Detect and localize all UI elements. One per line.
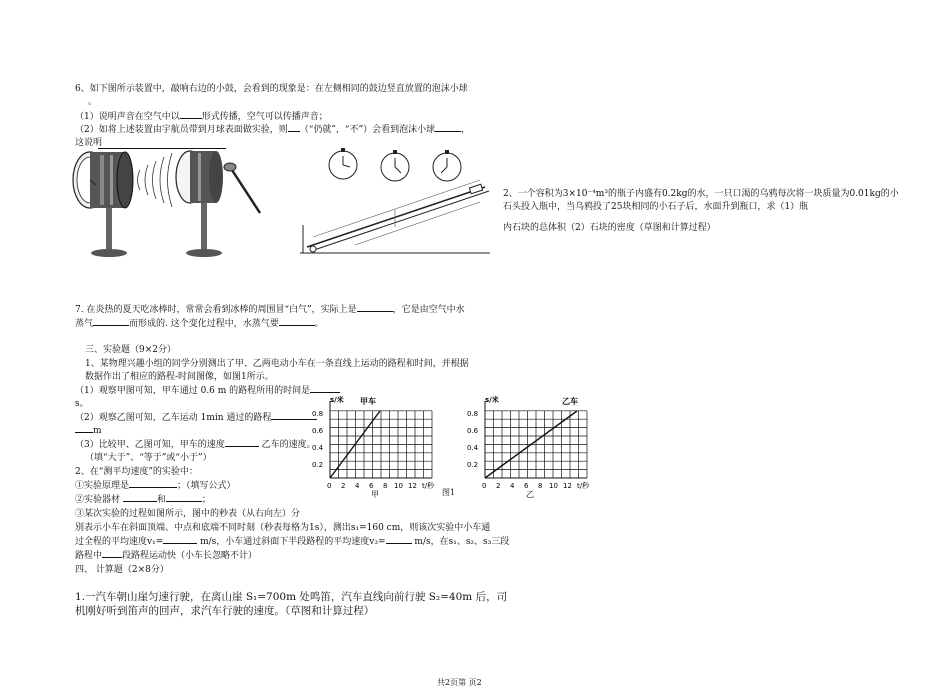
graph-jia-xtick: 0	[327, 482, 332, 490]
stopwatch-icon	[433, 150, 461, 181]
graph-jia-title: 甲车	[360, 397, 376, 406]
sec3-s1b: s。	[75, 399, 89, 409]
graph-jia-xtick: 4	[355, 482, 360, 490]
graph-jia-xtick: 12	[408, 482, 417, 490]
sec3-q2c: ③某次实验的过程如图所示，图中的秒表（从右向左）分	[75, 509, 301, 519]
q2-right-line3: 内石块的总体积（2）石块的密度（草图和计算过程）	[503, 223, 716, 233]
q6-line4: 这说明	[75, 138, 103, 148]
graph-jia-xtick: 8	[383, 482, 388, 490]
sec4-q1a: 1.一汽车朝山崖匀速行驶，在离山崖 S₁=700m 处鸣笛，汽车直线向前行驶 S₂=40m 后，司	[75, 591, 508, 603]
sec3-s3c: （填“大于”、“等于”或“小于”）	[85, 453, 212, 463]
sec3-heading: 三、实验题（9×2分）	[85, 345, 176, 355]
q2-right-line1: 2、一个容积为3×10⁻⁴m³的瓶子内盛有0.2kg的水，一只口渴的乌鸦每次将一块质量为0.01kg的小	[503, 189, 899, 199]
graph-yi	[465, 393, 600, 498]
sec3-q2: 2、在“测平均速度”的实验中：	[75, 467, 198, 477]
sec3-q2e: 过全程的平均速度v₁= m/s，小车通过斜面下半段路程的平均速度v₃= m/s，在s₁、s₂、s₃三段	[75, 537, 510, 547]
graph-yi-xtick: 0	[482, 482, 487, 490]
figure-label: 图1	[442, 488, 456, 497]
sec3-s2: （2）观察乙图可知，乙车运动 1min 通过的路程	[75, 412, 317, 424]
q6-line1: 6、如下图所示装置中，敲响右边的小鼓，会看到的现象是：在左侧相同的鼓边竖直放置的泡沫小球	[75, 84, 468, 94]
graph-jia-xtick: 10	[394, 482, 403, 490]
graph-jia	[310, 393, 440, 498]
sec3-p1a: 1、某物理兴趣小组的同学分别测出了甲、乙两电动小车在一条直线上运动的路程和时间，并根据	[85, 359, 469, 369]
stopwatch-icon	[329, 148, 357, 179]
graph-jia-caption: 甲	[371, 490, 379, 498]
sec3-q2b: ②实验器材 和 ；	[75, 495, 211, 505]
sec4-heading: 四、 计算题（2×8分）	[75, 565, 169, 575]
q6-line3: （2）如将上述装置由宇航员带到月球表面做实验，则 （“仍就”，“不”）会看到泡沫小球 ，	[75, 125, 471, 135]
sec3-q2d: 别表示小车在斜面顶端、中点和底端不同时刻（秒表每格为1s），测出s₁=160 cm，则该次实验中小车通	[75, 523, 491, 533]
graph-jia-ylabel: s/米	[330, 396, 344, 404]
graph-yi-xtick: 12	[563, 482, 572, 490]
drum-apparatus-figure	[70, 145, 270, 265]
stopwatch-icon	[381, 150, 409, 181]
sec3-q2a: ①实验原理是 ；（填写公式）	[75, 481, 236, 491]
graph-jia-xlabel: t/秒	[422, 482, 435, 490]
graph-yi-ytick: 0.2	[467, 461, 479, 469]
graph-jia-ytick: 0.6	[312, 427, 324, 435]
sec3-p1b: 数据作出了相应的路程-时间图像，如图1所示。	[85, 372, 274, 382]
sec3-q2f: 路程中 段路程运动快（小车长忽略不计）	[75, 551, 258, 561]
graph-yi-ytick: 0.4	[467, 444, 479, 452]
sec3-s2b: m	[75, 425, 102, 437]
graph-jia-xtick: 6	[369, 482, 374, 490]
q7-line2: 蒸气 而形成的. 这个变化过程中，水蒸气要 。	[75, 319, 324, 329]
incline-stopwatch-figure	[295, 145, 495, 260]
graph-yi-xlabel: t/秒	[577, 482, 590, 490]
graph-yi-ytick: 0.8	[467, 410, 479, 418]
q2-right-line2: 石头投入瓶中，当乌鸦投了25块相同的小石子后，水面升到瓶口，求（1）瓶	[503, 202, 809, 212]
sec4-q1b: 机刚好听到笛声的回声，求汽车行驶的速度。（草图和计算过程）	[75, 605, 375, 617]
graph-yi-ylabel: s/米	[485, 396, 499, 404]
graph-jia-xtick: 2	[341, 482, 346, 490]
graph-yi-xtick: 2	[496, 482, 501, 490]
graph-yi-xtick: 10	[549, 482, 558, 490]
graph-jia-ytick: 0.2	[312, 461, 324, 469]
page-footer: 共2页第 页2	[437, 678, 482, 687]
sec3-s3: （3）比较甲、乙图可知，甲车的速度 乙车的速度。	[75, 440, 316, 450]
graph-jia-ytick: 0.4	[312, 444, 324, 452]
q6-line1b: 。	[88, 97, 98, 107]
q6-line2: （1）说明声音在空气中以 形式传播，空气可以传播声音；	[75, 112, 328, 122]
graph-yi-xtick: 8	[538, 482, 543, 490]
graph-jia-ytick: 0.8	[312, 410, 324, 418]
graph-yi-ytick: 0.6	[467, 427, 479, 435]
graph-yi-xtick: 4	[510, 482, 515, 490]
q7-line1: 7. 在炎热的夏天吃冰棒时，常常会看到冰棒的周围冒“白气”，实际上是 ，它是由空气中水	[75, 305, 465, 315]
graph-yi-caption: 乙	[526, 490, 534, 498]
graph-yi-title: 乙车	[562, 397, 578, 406]
sec3-s1: （1）观察甲图可知，甲车通过 0.6 m 的路程所用的时间是	[75, 385, 340, 397]
graph-yi-xtick: 6	[524, 482, 529, 490]
